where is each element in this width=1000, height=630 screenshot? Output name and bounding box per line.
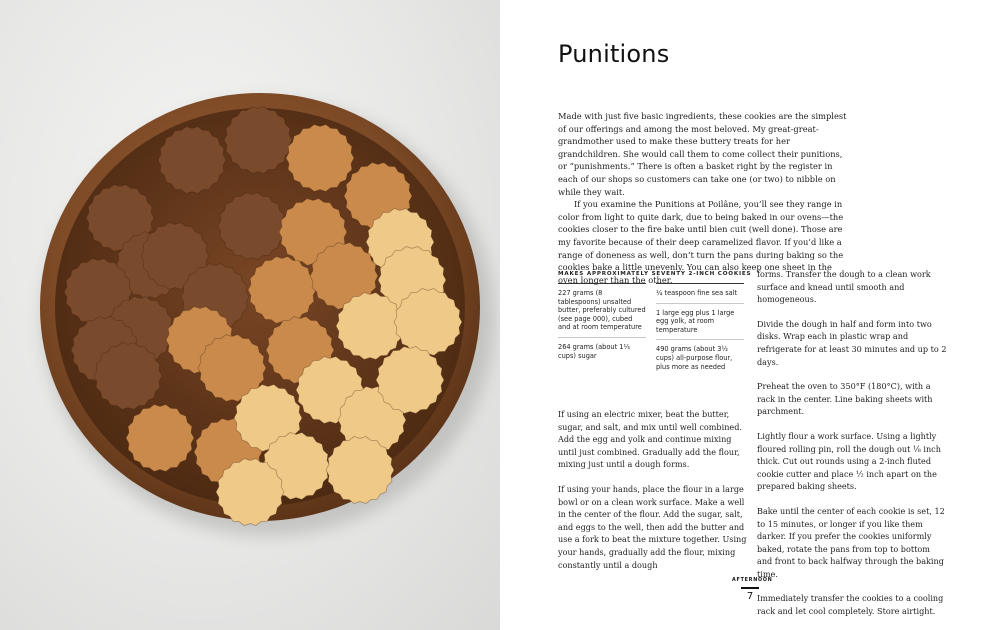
ingredient-item: ¼ teaspoon fine sea salt	[656, 284, 744, 304]
page-number: 7	[746, 591, 754, 602]
ingredients-column-2	[656, 283, 744, 376]
method-steps-left	[558, 408, 748, 583]
footer-rule	[741, 587, 759, 589]
method-step: Lightly flour a work surface. Using a lightly floured rolling pin, roll the dough out ⅛ inch thick. Cut out rounds using a 2-inch fluted cookie cutter and place ½ inch apart on the prepared baking sheets.	[757, 430, 941, 492]
method-step: If using an electric mixer, beat the butter, sugar, and salt, and mix until well combined. Add the egg and yolk and continue mixing until just combined. Gradually add the flour, mixing just until a dough forms.	[558, 409, 742, 470]
yield-label: MAKES APPROXIMATELY SEVENTY 2-INCH COOKIES	[558, 271, 752, 277]
intro-paragraph-1: Made with just five basic ingredients, these cookies are the simplest of our offerings and among the most beloved. My great-great-grandmother used to make these buttery treats for her grandchildren. She would call them to come collect their punitions, or “punishments.” There is often a basket right by the register in each of our shops so customers can take one (or two) to nibble on while they wait.	[558, 111, 847, 197]
intro-text	[558, 110, 854, 286]
ingredient-item: 264 grams (about 1⅓ cups) sugar	[558, 342, 630, 360]
ingredient-item: 1 large egg plus 1 large egg yolk, at room temperature	[656, 304, 744, 341]
method-step: Bake until the center of each cookie is set, 12 to 15 minutes, or longer if you like them darker. If you prefer the cookies uniformly baked, rotate the pans from top to bottom and front to back halfway through the baking time.	[757, 505, 945, 579]
ingredient-item: 227 grams (8 tablespoons) unsalted butter, preferably cultured (see page 000), cubed and at room temperature	[558, 284, 646, 338]
recipe-page	[500, 0, 1000, 630]
method-step: If using your hands, place the flour in a large bowl or on a clean work surface. Make a well in the center of the flour. Add the sugar, salt, and eggs to the well, then add the butter and use a fork to beat the mixture together. Using your hands, gradually add the flour, mixing constantly until a dough	[558, 483, 747, 570]
method-step: forms. Transfer the dough to a clean work surface and knead until smooth and homogeneous.	[757, 269, 931, 305]
method-step: Divide the dough in half and form into two disks. Wrap each in plastic wrap and refrigerate for at least 30 minutes and up to 2 days.	[757, 318, 947, 367]
intro-paragraph-2: If you examine the Punitions at Poilâne, you’ll see they range in color from light to quite dark, due to being baked in our ovens—the cookies closer to the fire bake until bien cuit (well done). Those are my favorite because of their deep caramelized flavor. If you’d like a range of doneness as well, don’t turn the pans during baking so the cookies bake a little unevenly. You can also keep one sheet in the oven longer than the other.	[558, 199, 844, 285]
method-step: Preheat the oven to 350°F (180°C), with a rack in the center. Line baking sheets with parchment.	[757, 381, 933, 417]
section-label: AFTERNOON	[732, 578, 773, 583]
recipe-title: Punitions	[558, 40, 670, 68]
method-step: Immediately transfer the cookies to a cooling rack and let cool completely. Store airtight.	[757, 593, 944, 617]
ingredients-column-1	[558, 283, 646, 365]
method-steps-right	[757, 268, 947, 630]
ingredient-item: 490 grams (about 3½ cups) all-purpose flour, plus more as needed	[656, 345, 733, 371]
